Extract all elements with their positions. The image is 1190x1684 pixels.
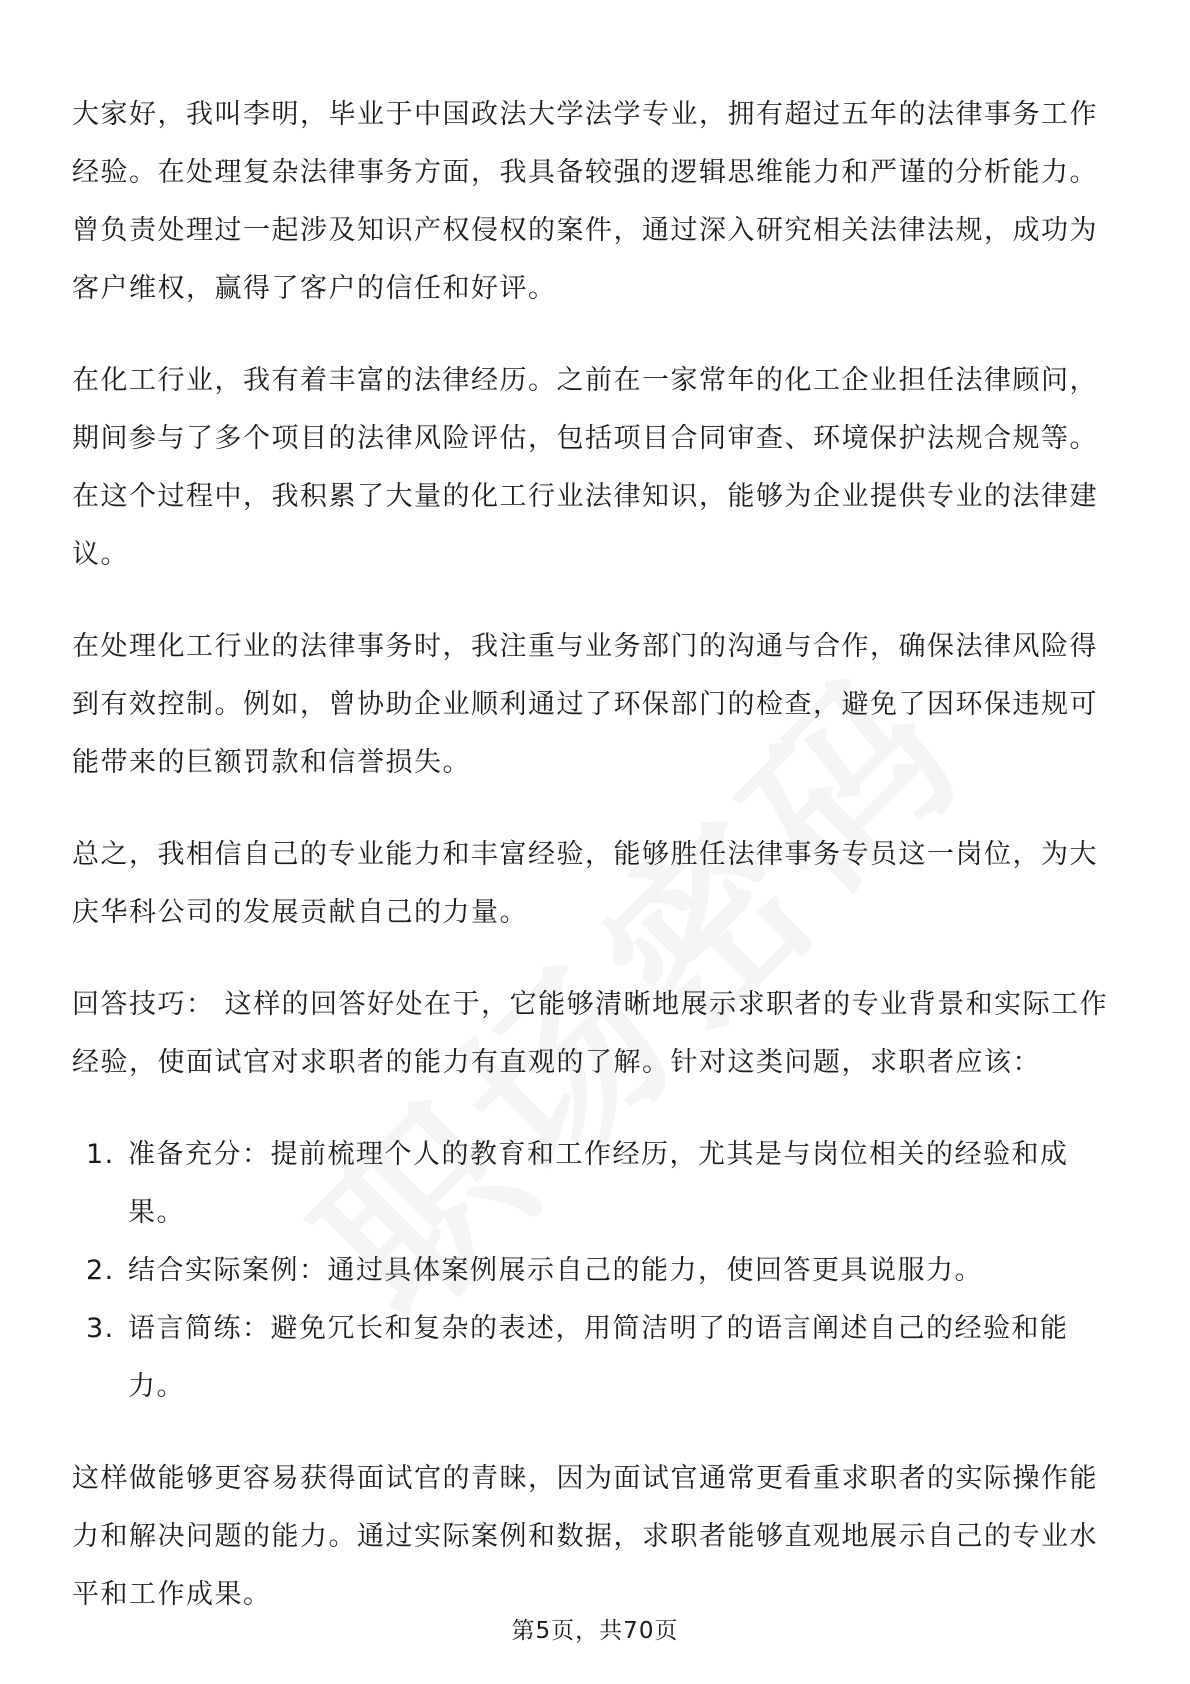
document-body xyxy=(72,86,1122,1658)
list-number: 2. xyxy=(86,1255,115,1286)
list-item-text: 语言简练：避免冗长和复杂的表述，用简洁明了的语言阐述自己的经验和能力。 xyxy=(128,1313,1069,1402)
list-number: 1. xyxy=(86,1139,115,1170)
paragraph-collaboration: 在处理化工行业的法律事务时，我注重与业务部门的沟通与合作，确保法律风险得到有效控制。例如，曾协助企业顺利通过了环保部门的检查，避免了因环保违规可能带来的巨额罚款和信誉损失。 xyxy=(72,631,1098,778)
list-item-text: 准备充分：提前梳理个人的教育和工作经历，尤其是与岗位相关的经验和成果。 xyxy=(128,1139,1069,1228)
list-number: 3. xyxy=(86,1313,115,1344)
list-item xyxy=(72,1242,1122,1300)
page-number-footer: 第5页，共70页 xyxy=(511,1618,679,1644)
list-item-text: 结合实际案例：通过具体案例展示自己的能力，使回答更具说服力。 xyxy=(128,1255,983,1286)
paragraph-answer-tips: 回答技巧： 这样的回答好处在于，它能够清晰地展示求职者的专业背景和实际工作经验，使面试官对求职者的能力有直观的了解。针对这类问题，求职者应该： xyxy=(72,989,1109,1078)
paragraph-intro: 大家好，我叫李明，毕业于中国政法大学法学专业，拥有超过五年的法律事务工作经验。在处理复杂法律事务方面，我具备较强的逻辑思维能力和严谨的分析能力。曾负责处理过一起涉及知识产权侵权的案件，通过深入研究相关法律法规，成功为客户维权，赢得了客户的信任和好评。 xyxy=(72,99,1098,304)
list-item xyxy=(72,1300,1122,1416)
list-item xyxy=(72,1126,1122,1242)
paragraph-closing: 这样做能够更容易获得面试官的青睐，因为面试官通常更看重求职者的实际操作能力和解决问题的能力。通过实际案例和数据，求职者能够直观地展示自己的专业水平和工作成果。 xyxy=(72,1463,1098,1610)
tips-list xyxy=(72,1126,1122,1416)
paragraph-conclusion: 总之，我相信自己的专业能力和丰富经验，能够胜任法律事务专员这一岗位，为大庆华科公司的发展贡献自己的力量。 xyxy=(72,839,1098,928)
paragraph-industry-experience: 在化工行业，我有着丰富的法律经历。之前在一家常年的化工企业担任法律顾问，期间参与了多个项目的法律风险评估，包括项目合同审查、环境保护法规合规等。在这个过程中，我积累了大量的化工行业法律知识，能够为企业提供专业的法律建议。 xyxy=(72,365,1098,570)
